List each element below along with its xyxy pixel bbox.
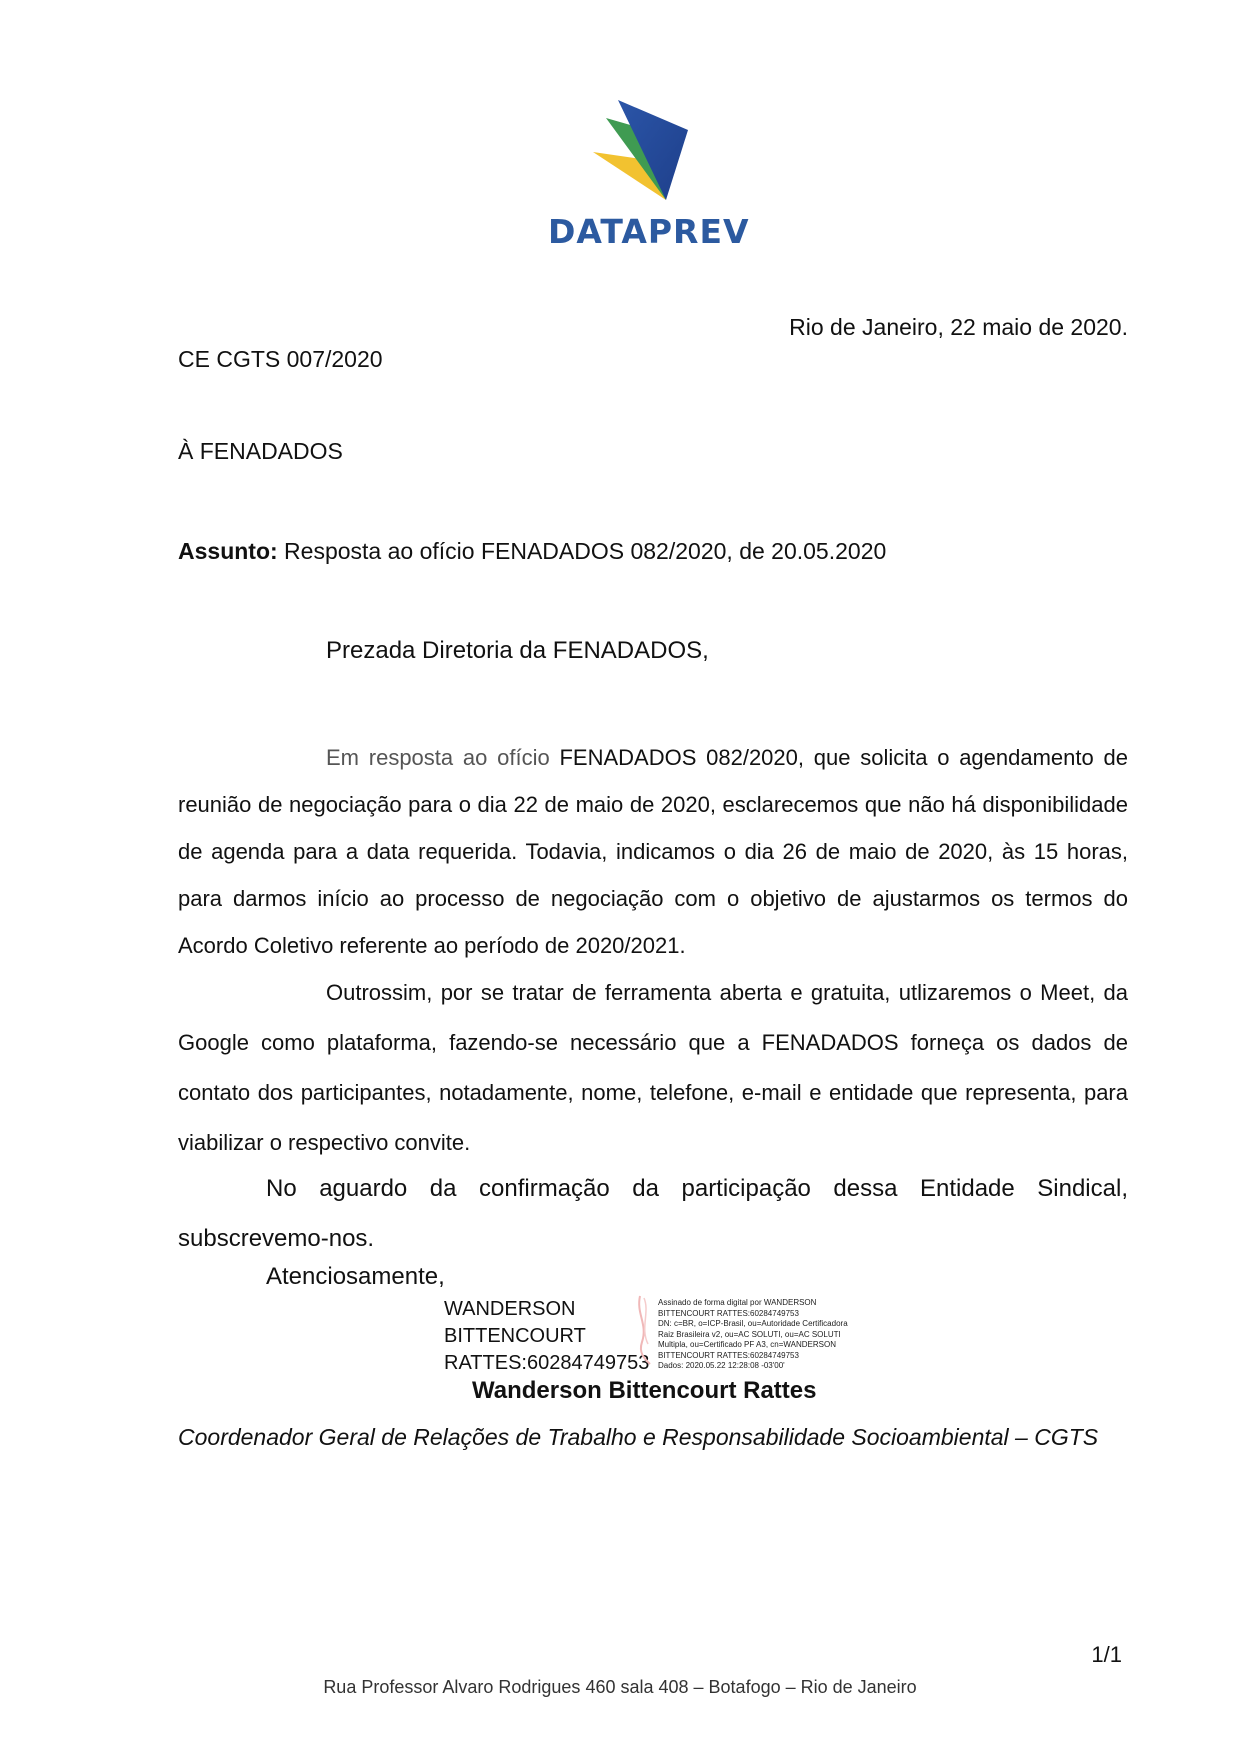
stamp-line: DN: c=BR, o=ICP-Brasil, ou=Autoridade Certificadora bbox=[658, 1319, 848, 1328]
digital-signature-name bbox=[444, 1296, 649, 1377]
paragraph-1 bbox=[178, 734, 1128, 969]
logo-wordmark: DATAPREV bbox=[548, 212, 750, 251]
stamp-line: Multipla, ou=Certificado PF A3, cn=WANDERSON bbox=[658, 1340, 836, 1349]
signature-name-line: BITTENCOURT bbox=[444, 1325, 586, 1347]
letter-reference: CE CGTS 007/2020 bbox=[178, 346, 383, 372]
paragraph-3 bbox=[178, 1164, 1128, 1264]
stamp-line: Assinado de forma digital por WANDERSON bbox=[658, 1298, 817, 1307]
paragraph-3-text: No aguardo da confirmação da participação dessa Entidade Sindical, subscrevemo-nos. bbox=[178, 1175, 1128, 1252]
paragraph-1-lead: Em resposta ao ofício bbox=[326, 745, 550, 770]
signature-name-line: RATTES:60284749753 bbox=[444, 1352, 650, 1374]
stamp-line: BITTENCOURT RATTES:60284749753 bbox=[658, 1308, 799, 1318]
paragraph-1-body: FENADADOS 082/2020, que solicita o agendamento de reunião de negociação para o dia 22 de maio de 2020, esclarecemos que não há disponibilidade de agenda para a data requerida. Todavia, indicamos o dia 26 de maio de 2020, às 15 horas, para darmos início ao processo de negociação com o objetivo de ajustarmos os termos do Acordo Coletivo referente ao período de 2020/2021. bbox=[178, 745, 1128, 958]
signature-name-line: WANDERSON bbox=[444, 1298, 576, 1320]
subject-label: Assunto: bbox=[178, 538, 278, 564]
page-number: 1/1 bbox=[1091, 1642, 1122, 1667]
stamp-line: BITTENCOURT RATTES:60284749753 bbox=[658, 1350, 799, 1360]
logo-mark-icon bbox=[548, 100, 748, 210]
paragraph-2 bbox=[178, 968, 1128, 1168]
letter-closing: Atenciosamente, bbox=[266, 1263, 445, 1290]
dataprev-logo bbox=[548, 100, 748, 260]
digital-signature-stamp bbox=[658, 1298, 878, 1372]
signer-role: Coordenador Geral de Relações de Trabalho e Responsabilidade Socioambiental – CGTS bbox=[178, 1424, 1099, 1450]
footer-address: Rua Professor Alvaro Rodrigues 460 sala 408 – Botafogo – Rio de Janeiro bbox=[323, 1677, 917, 1697]
letter-subject bbox=[178, 536, 886, 566]
paragraph-2-text: Outrossim, por se tratar de ferramenta aberta e gratuita, utlizaremos o Meet, da Google como plataforma, fazendo-se necessário que a FENADADOS forneça os dados de contato dos participantes, notadamente, nome, telefone, e-mail e entidade que representa, para viabilizar o respectivo convite. bbox=[178, 980, 1128, 1155]
stamp-line: Dados: 2020.05.22 12:28:08 -03'00' bbox=[658, 1361, 785, 1370]
letter-date: Rio de Janeiro, 22 maio de 2020. bbox=[789, 314, 1128, 340]
letter-greeting: Prezada Diretoria da FENADADOS, bbox=[326, 637, 709, 664]
stamp-line: Raiz Brasileira v2, ou=AC SOLUTI, ou=AC SOLUTI bbox=[658, 1329, 841, 1339]
subject-text: Resposta ao ofício FENADADOS 082/2020, de 20.05.2020 bbox=[277, 538, 887, 564]
letter-recipient: À FENADADOS bbox=[178, 438, 343, 464]
signer-name: Wanderson Bittencourt Rattes bbox=[472, 1377, 817, 1404]
signature-ribbon-icon bbox=[634, 1294, 658, 1366]
